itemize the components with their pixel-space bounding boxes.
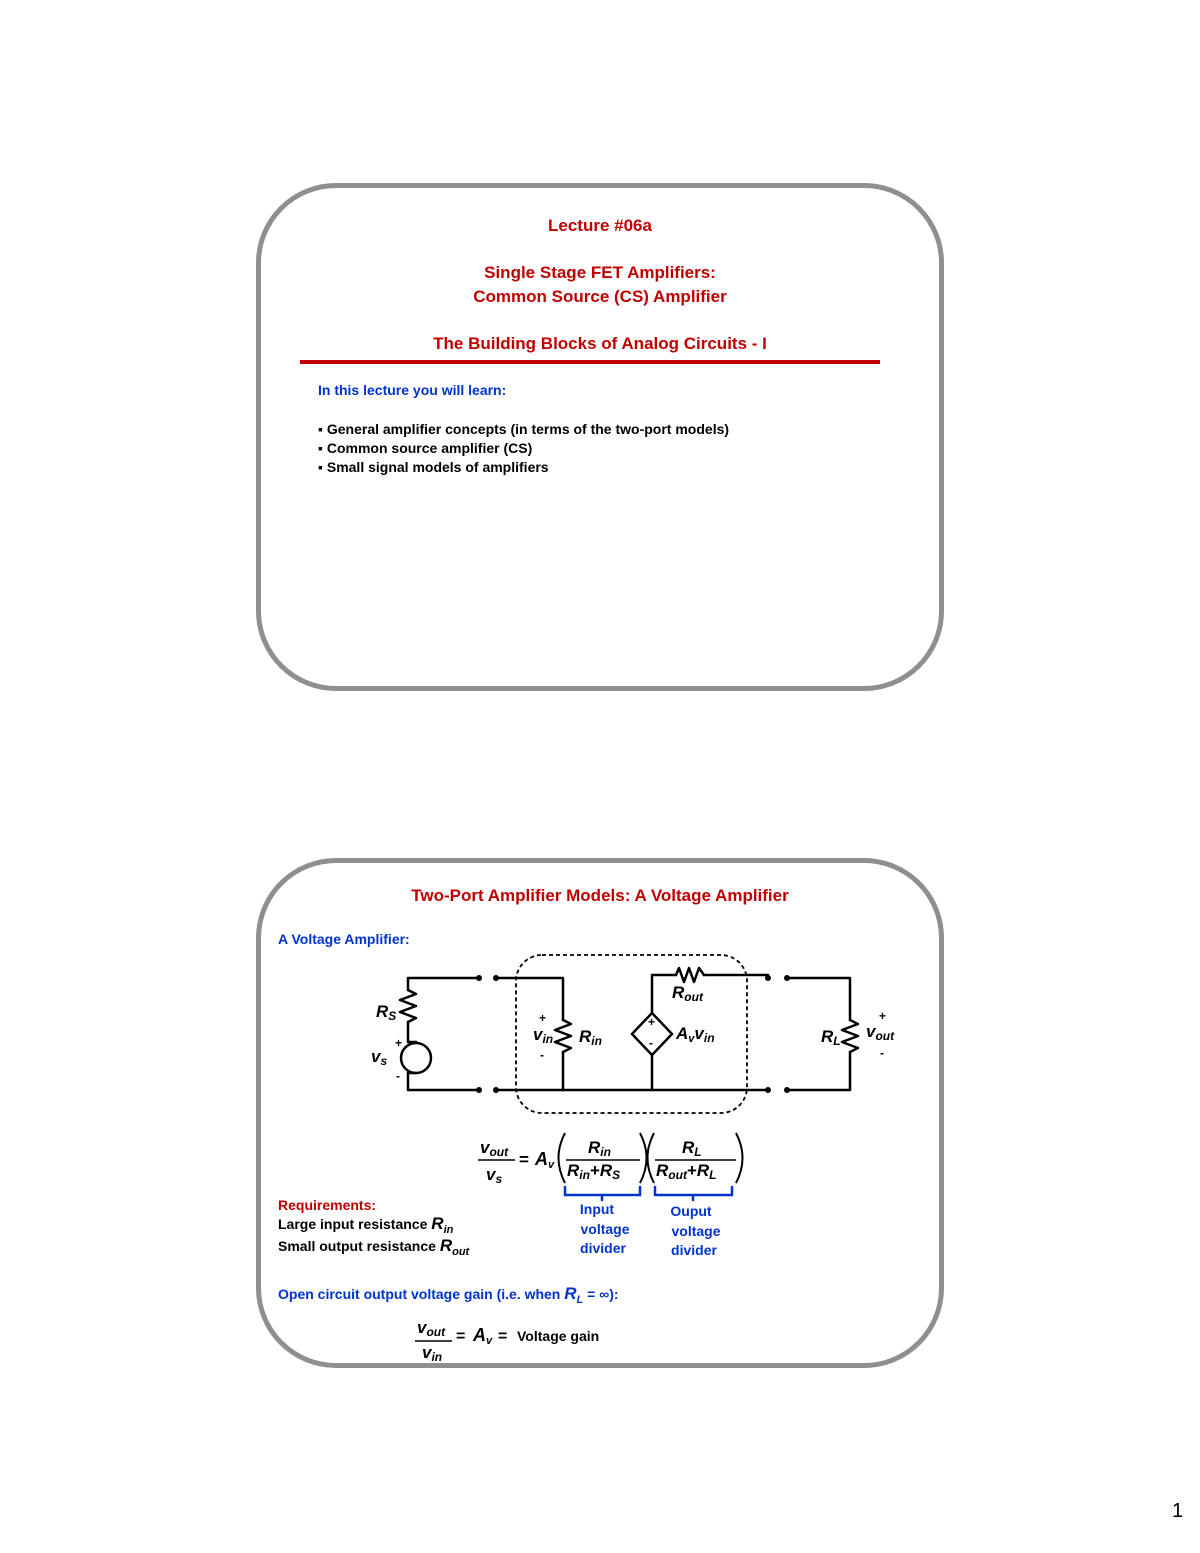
svg-text:divider: divider [671, 1242, 717, 1258]
av-vin-label: Avvin [676, 1024, 715, 1045]
voltage-gain-equation [415, 1318, 599, 1364]
list-item: ▪ General amplifier concepts (in terms of the two-port models) [318, 420, 729, 439]
svg-text:vout: vout [480, 1138, 509, 1159]
vout-label: vout [866, 1022, 895, 1043]
svg-text:voltage: voltage [671, 1223, 721, 1239]
slide2-title: Two-Port Amplifier Models: A Voltage Amplifier [411, 886, 789, 905]
svg-text:Voltage gain: Voltage gain [517, 1328, 600, 1344]
page-number: 1 [1172, 1500, 1184, 1522]
vin-plus-sign: + [539, 1011, 547, 1025]
rin-resistor [555, 1020, 571, 1052]
slide1-title-line1: Single Stage FET Amplifiers: [484, 263, 716, 282]
svg-text:Ouput: Ouput [670, 1203, 712, 1219]
svg-text:voltage: voltage [580, 1221, 630, 1237]
svg-text:divider: divider [580, 1240, 626, 1256]
vin-label: vin [533, 1025, 554, 1046]
vs-label: vs [371, 1047, 388, 1068]
intro-text: In this lecture you will learn: [318, 382, 507, 398]
open-circuit-gain-text: Open circuit output voltage gain (i.e. when $R_L$ = ∞): [278, 1284, 619, 1306]
vs-plus-sign: + [395, 1036, 403, 1050]
svg-text:Av: Av [473, 1325, 493, 1347]
vs-minus-sign: - [396, 1069, 400, 1083]
svg-text:=: = [456, 1328, 466, 1345]
svg-text:Av: Av [535, 1149, 555, 1171]
gain-equation [478, 1133, 743, 1186]
svg-text:vin: vin [422, 1343, 443, 1364]
svg-text:RL: RL [682, 1138, 702, 1159]
lecture-number: Lecture #06a [548, 216, 652, 235]
rl-label: RL [821, 1027, 841, 1048]
requirement-input-resistance: Large input resistance $R_{in}$ [278, 1214, 454, 1236]
svg-text:Rin: Rin [588, 1138, 611, 1159]
dep-source-plus-sign: + [648, 1015, 656, 1029]
dep-source-minus-sign: - [649, 1036, 653, 1050]
svg-text:Rin+RS: Rin+RS [567, 1161, 621, 1182]
svg-text:vs: vs [486, 1165, 503, 1186]
list-item: ▪ Common source amplifier (CS) [318, 439, 729, 458]
rin-label: Rin [579, 1027, 602, 1048]
section-label: A Voltage Amplifier: [278, 931, 410, 947]
svg-text:=: = [519, 1150, 529, 1169]
rout-label: Rout [672, 983, 703, 1004]
list-item: ▪ Small signal models of amplifiers [318, 458, 729, 477]
input-divider-brace [565, 1187, 640, 1195]
requirement-output-resistance: Small output resistance $R_{out}$ [278, 1236, 470, 1258]
rl-resistor [842, 1020, 858, 1052]
vin-minus-sign: - [540, 1048, 544, 1062]
requirements-label: Requirements: [278, 1197, 377, 1213]
svg-text:Input: Input [579, 1201, 615, 1217]
vout-minus-sign: - [880, 1046, 884, 1060]
rout-resistor [676, 968, 704, 982]
rs-resistor [400, 990, 416, 1022]
vout-plus-sign: + [879, 1009, 887, 1023]
rs-label: RS [376, 1002, 397, 1023]
slide1-subtitle: The Building Blocks of Analog Circuits - I [433, 334, 767, 353]
svg-text:=: = [498, 1328, 508, 1345]
svg-text:Rout+RL: Rout+RL [656, 1161, 717, 1182]
slide1-title-line2: Common Source (CS) Amplifier [473, 287, 727, 306]
vs-source [401, 1043, 431, 1073]
svg-text:vout: vout [417, 1318, 446, 1339]
output-divider-brace [655, 1187, 732, 1195]
divider-labels [580, 1201, 721, 1258]
